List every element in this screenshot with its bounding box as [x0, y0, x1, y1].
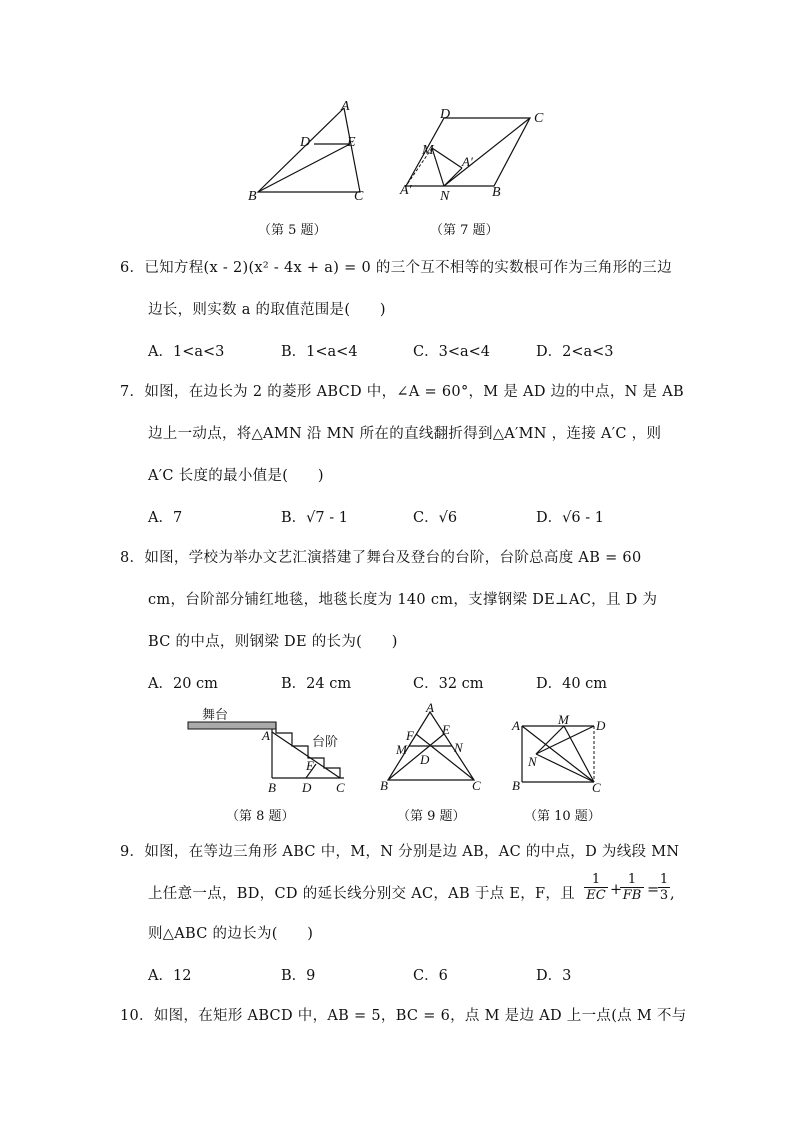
q9-line2: 上任意一点，BD，CD 的延长线分别交 AC，AB 于点 E，F，且: [148, 886, 575, 902]
q9-option-c: C．6: [413, 968, 448, 984]
q9-equals: =: [647, 882, 660, 898]
svg-text:M: M: [558, 712, 569, 727]
svg-text:N: N: [528, 754, 537, 769]
caption-fig5: （第 5 题）: [258, 223, 327, 238]
q7-option-d: D．√6 - 1: [536, 510, 604, 526]
svg-text:F: F: [406, 728, 414, 743]
caption-fig8: （第 8 题）: [226, 809, 295, 824]
svg-text:B: B: [380, 778, 388, 793]
q7-line2: 边上一动点，将△AMN 沿 MN 所在的直线翻折得到△A′MN ，连接 A′C ，则: [148, 426, 662, 442]
caption-fig7: （第 7 题）: [430, 223, 499, 238]
q6-line2: 边长，则实数 a 的取值范围是( ): [148, 302, 386, 318]
svg-text:D: D: [596, 718, 606, 733]
svg-text:C: C: [592, 780, 601, 795]
svg-text:C: C: [472, 778, 481, 793]
q9-comma: ,: [670, 886, 675, 902]
svg-text:D: D: [420, 752, 430, 767]
q9-fraction-3: $\frac{1}{3}$: [659, 872, 669, 903]
q8-option-b: B．24 cm: [281, 676, 352, 692]
q8-line2: cm，台阶部分铺红地毯，地毯长度为 140 cm，支撑钢梁 DE⊥AC，且 D 为: [148, 592, 658, 608]
q9-plus: +: [610, 882, 623, 898]
svg-text:D: D: [302, 780, 312, 795]
label-B: B: [248, 189, 257, 204]
figure-7: [396, 104, 556, 200]
figure-10: [508, 710, 608, 796]
svg-text:A: A: [512, 718, 520, 733]
label-stage: 舞台: [202, 707, 229, 722]
q7-line3: A′C 长度的最小值是( ): [148, 468, 324, 484]
label-steps: 台阶: [312, 734, 339, 749]
svg-text:E: E: [306, 758, 314, 773]
label-E: E: [347, 135, 356, 150]
q8-line1: 8．如图，学校为举办文艺汇演搭建了舞台及登台的台阶，台阶总高度 AB = 60: [120, 550, 642, 566]
label-B: B: [492, 185, 501, 200]
q9-line3: 则△ABC 的边长为( ): [148, 926, 314, 942]
label-N: N: [440, 189, 450, 200]
label-M: M: [422, 143, 434, 158]
svg-text:A: A: [262, 728, 270, 743]
svg-text:C: C: [336, 780, 345, 795]
q9-fraction-1: $\frac{1}{EC}$: [584, 872, 608, 903]
q7-option-a: A．7: [148, 510, 183, 526]
caption-fig9: （第 9 题）: [397, 809, 466, 824]
svg-text:B: B: [512, 778, 520, 793]
svg-text:A: A: [426, 700, 434, 715]
q6-option-b: B．1<a<4: [281, 344, 358, 360]
svg-text:B: B: [268, 780, 276, 795]
label-A: A: [341, 99, 350, 114]
label-C: C: [354, 189, 364, 204]
q9-option-d: D．3: [536, 968, 572, 984]
label-A-prime: A′: [462, 154, 473, 169]
figure-5: [240, 96, 370, 208]
svg-text:E: E: [442, 722, 450, 737]
svg-text:N: N: [454, 740, 463, 755]
q8-option-a: A．20 cm: [148, 676, 218, 692]
q9-option-b: B．9: [281, 968, 316, 984]
q8-option-d: D．40 cm: [536, 676, 608, 692]
q6-option-d: D．2<a<3: [536, 344, 614, 360]
label-C: C: [534, 111, 544, 126]
caption-fig10: （第 10 题）: [524, 809, 601, 824]
svg-text:M: M: [396, 742, 407, 757]
figure-8: [184, 702, 356, 796]
q8-option-c: C．32 cm: [413, 676, 484, 692]
label-A: A′: [400, 183, 412, 198]
q6-line1: 6．已知方程(x - 2)(x² - 4x + a) = 0 的三个互不相等的实数根可作为三角形的三边: [120, 260, 672, 276]
q8-line3: BC 的中点，则钢梁 DE 的长为( ): [148, 634, 398, 650]
q7-option-c: C．√6: [413, 510, 458, 526]
q7-line1: 7．如图，在边长为 2 的菱形 ABCD 中，∠A = 60°，M 是 AD 边的中点，N 是 AB: [120, 384, 684, 400]
q10-line1: 10．如图，在矩形 ABCD 中，AB = 5，BC = 6，点 M 是边 AD 上一点(点 M 不与: [120, 1008, 687, 1024]
q6-option-c: C．3<a<4: [413, 344, 490, 360]
label-D: D: [440, 107, 451, 122]
q6-option-a: A．1<a<3: [148, 344, 225, 360]
figure-9: [374, 700, 492, 796]
q9-fraction-2: $\frac{1}{FB}$: [620, 872, 644, 903]
q9-line1: 9．如图，在等边三角形 ABC 中，M，N 分别是边 AB，AC 的中点，D 为线段 MN: [120, 844, 680, 860]
label-D: D: [300, 135, 311, 150]
q9-option-a: A．12: [148, 968, 192, 984]
q7-option-b: B．√7 - 1: [281, 510, 348, 526]
